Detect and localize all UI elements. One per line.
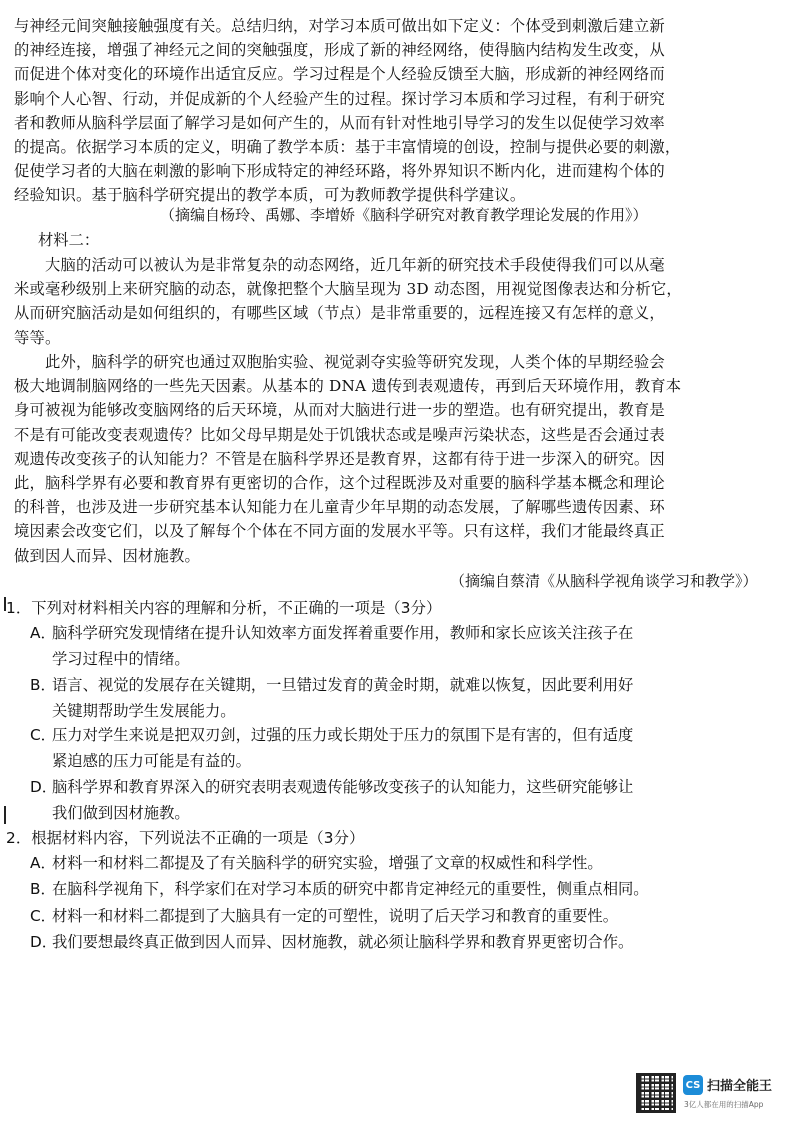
option-text-line: 脑科学界和教育界深入的研究表明表观遗传能够改变孩子的认知能力，这些研究能够让 (52, 778, 634, 796)
option-b (30, 672, 633, 724)
question-1-stem: 1．下列对材料相关内容的理解和分析，不正确的一项是（3分） (6, 599, 442, 617)
camscanner-brand: 扫描全能王 (707, 1079, 773, 1094)
text-line: 此外，脑科学的研究也通过双胞胎实验、视觉剥夺实验等研究发现，人类个体的早期经验会 (14, 353, 665, 371)
option-letter: A． (30, 624, 56, 642)
option-text-line: 材料一和材料二都提到了大脑具有一定的可塑性，说明了后天学习和教育的重要性。 (52, 907, 618, 925)
text-line: 促使学习者的大脑在刺激的影响下形成特定的神经环路，将外界知识不断内化，进而建构个体的 (14, 162, 665, 181)
margin-mark (4, 806, 6, 824)
material2-paragraph-1 (14, 253, 782, 350)
option-d (30, 774, 633, 826)
material2-paragraph-2 (14, 350, 782, 568)
material1-tail-paragraph (14, 14, 782, 208)
text-line: 大脑的活动可以被认为是非常复杂的动态网络，近几年新的研究技术手段使得我们可以从毫 (14, 256, 665, 274)
text-line: 的科普，也涉及进一步研究基本认知能力在儿童青少年早期的动态发展，了解哪些遗传因素、环 (14, 498, 665, 517)
text-line: 做到因人而异、因材施教。 (14, 546, 200, 565)
option-text-line: 材料一和材料二都提及了有关脑科学的研究实验，增强了文章的权威性和科学性。 (52, 854, 603, 872)
text-line: 的神经连接，增强了神经元之间的突触强度，形成了新的神经网络，使得脑内结构发生改变，从 (14, 41, 665, 60)
text-line: 从而研究脑活动是如何组织的，有哪些区域（节点）是非常重要的，远程连接又有怎样的意义， (14, 304, 665, 323)
text-line: 影响个人心智、行动，并促成新的个人经验产生的过程。探讨学习本质和学习过程，有利于研究 (14, 89, 665, 108)
option-a (30, 620, 633, 672)
option-text-line: 语言、视觉的发展存在关键期，一旦错过发育的黄金时期，就难以恢复，因此要利用好 (52, 676, 634, 694)
question-2-stem: 2．根据材料内容，下列说法不正确的一项是（3分） (6, 829, 365, 847)
option-letter: D． (30, 933, 58, 951)
text-line: 此，脑科学界有必要和教育界有更密切的合作，这个过程既涉及对重要的脑科学基本概念和理论 (14, 474, 665, 493)
option-b (30, 876, 649, 902)
option-d (30, 929, 633, 955)
text-line: 不是有可能改变表观遗传？比如父母早期是处于饥饿状态或是噪声污染状态，这些是否会通过表 (14, 425, 665, 444)
option-c (30, 722, 633, 774)
camscanner-tagline: 3亿人都在用的扫描App (684, 1100, 764, 1109)
option-a (30, 850, 603, 876)
text-line: 极大地调制脑网络的一些先天因素。从基本的 DNA 遗传到表观遗传，再到后天环境作用，教育本 (14, 377, 682, 396)
material2-label: 材料二： (38, 231, 100, 249)
citation-2: （摘编自蔡清《从脑科学视角谈学习和教学》） (450, 572, 758, 590)
option-text-line: 压力对学生来说是把双刃剑，过强的压力或长期处于压力的氛围下是有害的，但有适度 (52, 726, 634, 744)
option-text-line: 我们做到因材施教。 (52, 804, 190, 822)
text-line: 米或毫秒级别上来研究脑的动态，就像把整个大脑呈现为 3D 动态图，用视觉图像表达和分析它， (14, 280, 682, 299)
camscanner-logo-icon: CS (683, 1075, 703, 1095)
option-letter: A． (30, 854, 56, 872)
option-text-line: 在脑科学视角下，科学家们在对学习本质的研究中都肯定神经元的重要性，侧重点相同。 (52, 880, 649, 898)
option-text-line: 紧迫感的压力可能是有益的。 (52, 752, 251, 770)
text-line: 与神经元间突触接触强度有关。总结归纳，对学习本质可做出如下定义：个体受到刺激后建立新 (14, 17, 665, 35)
text-line: 的提高。依据学习本质的定义，明确了教学本质：基于丰富情境的创设，控制与提供必要的刺激， (14, 138, 681, 157)
option-letter: B． (30, 880, 56, 898)
citation-1: （摘编自杨玲、禹娜、李增娇《脑科学研究对教育教学理论发展的作用》） (160, 206, 648, 224)
text-line: 身可被视为能够改变脑网络的后天环境，从而对大脑进行进一步的塑造。也有研究提出，教育是 (14, 401, 665, 420)
option-text-line: 关键期帮助学生发展能力。 (52, 702, 236, 720)
option-letter: C． (30, 726, 56, 744)
option-text-line: 脑科学研究发现情绪在提升认知效率方面发挥着重要作用，教师和家长应该关注孩子在 (52, 624, 634, 642)
text-line: 境因素会改变它们，以及了解每个个体在不同方面的发展水平等。只有这样，我们才能最终真正 (14, 522, 665, 541)
option-text-line: 学习过程中的情绪。 (52, 650, 190, 668)
text-line: 等等。 (14, 328, 61, 347)
qr-code (636, 1073, 676, 1113)
option-letter: D． (30, 778, 58, 796)
option-letter: B． (30, 676, 56, 694)
option-letter: C． (30, 907, 56, 925)
option-text-line: 我们要想最终真正做到因人而异、因材施教，就必须让脑科学界和教育界更密切合作。 (52, 933, 634, 951)
option-c (30, 903, 618, 929)
text-line: 而促进个体对变化的环境作出适宜反应。学习过程是个人经验反馈至大脑，形成新的神经网络而 (14, 65, 665, 84)
text-line: 经验知识。基于脑科学研究提出的教学本质，可为教师教学提供科学建议。 (14, 186, 526, 205)
text-line: 观遗传改变孩子的认知能力？不管是在脑科学界还是教育界，这都有待于进一步深入的研究。因 (14, 449, 665, 468)
text-line: 者和教师从脑科学层面了解学习是如何产生的，从而有针对性地引导学习的发生以促使学习效率 (14, 113, 665, 132)
